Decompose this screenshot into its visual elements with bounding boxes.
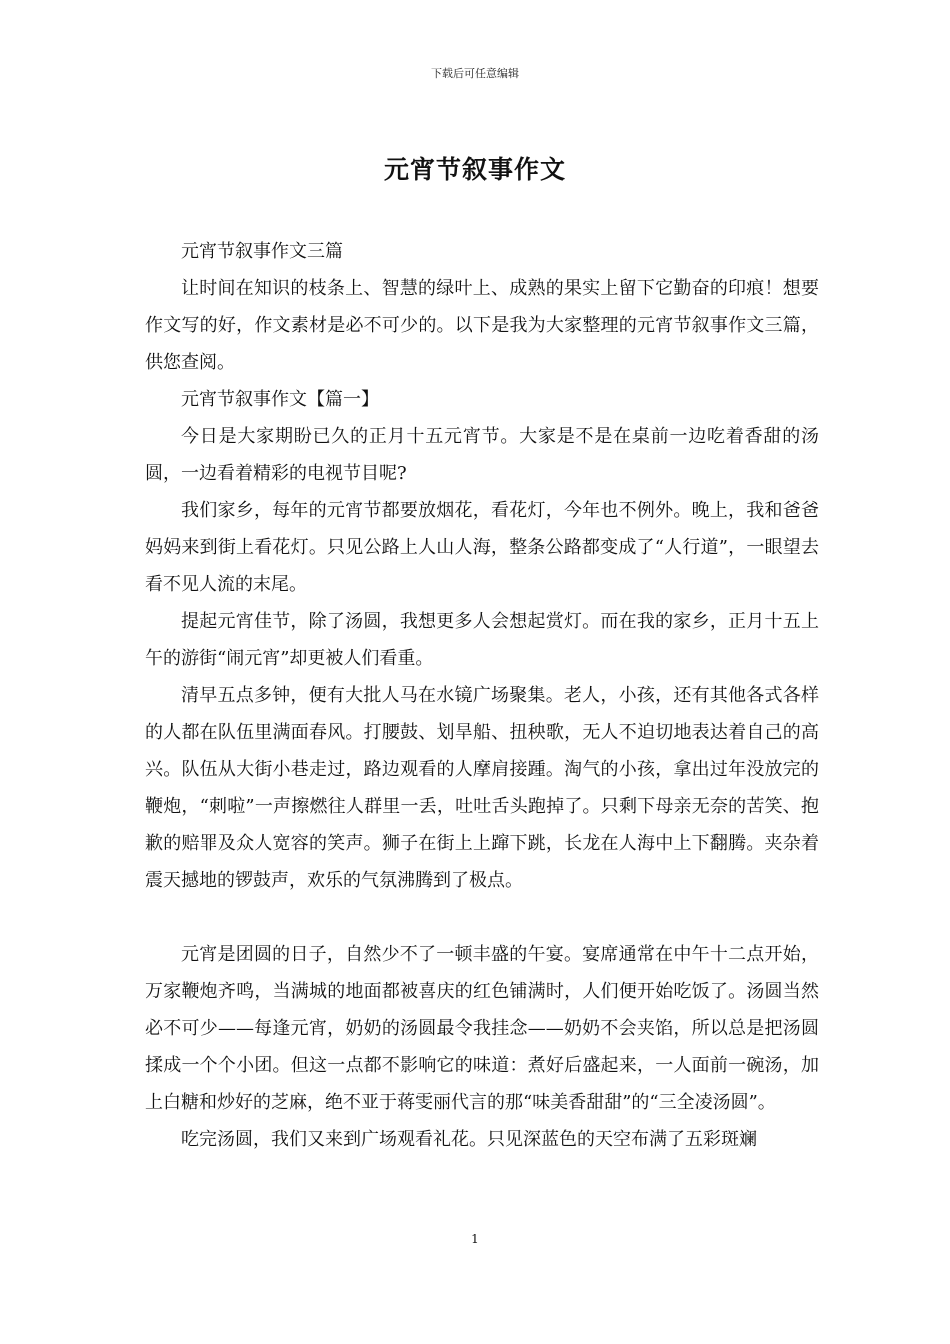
paragraph-intro: 让时间在知识的枝条上、智慧的绿叶上、成熟的果实上留下它勤奋的印痕！想要作文写的好，作文素材是必不可少的。以下是我为大家整理的元宵节叙事作文三篇，供您查阅。 bbox=[145, 278, 819, 373]
paragraph: 我们家乡，每年的元宵节都要放烟花，看花灯，今年也不例外。晚上，我和爸爸妈妈来到街上看花灯。只见公路上人山人海，整条公路都变成了“人行道”，一眼望去看不见人流的末尾。 bbox=[145, 500, 819, 595]
paragraph: 清早五点多钟，便有大批人马在水镜广场聚集。老人，小孩，还有其他各式各样的人都在队伍里满面春风。打腰鼓、划旱船、扭秧歌，无人不迫切地表达着自己的高兴。队伍从大街小巷走过，路边观看的人摩肩接踵。淘气的小孩，拿出过年没放完的鞭炮，“刺啦”一声擦燃往人群里一丢，吐吐舌头跑掉了。只剩下母亲无奈的苦笑、抱歉的赔罪及众人宽容的笑声。狮子在街上上蹿下跳，长龙在人海中上下翻腾。夹杂着震天撼地的锣鼓声，欢乐的气氛沸腾到了极点。 bbox=[145, 685, 819, 891]
page-header-note: 下载后可任意编辑 bbox=[431, 67, 519, 80]
paragraph-section-heading: 元宵节叙事作文【篇一】 bbox=[181, 389, 379, 410]
paragraph: 今日是大家期盼已久的正月十五元宵节。大家是不是在桌前一边吃着香甜的汤圆，一边看着精彩的电视节目呢? bbox=[145, 426, 819, 484]
paragraph: 吃完汤圆，我们又来到广场观看礼花。只见深蓝色的天空布满了五彩斑斓 bbox=[181, 1129, 757, 1150]
page-number: 1 bbox=[471, 1232, 479, 1246]
paragraph: 提起元宵佳节，除了汤圆，我想更多人会想起赏灯。而在我的家乡，正月十五上午的游街“闹元宵”却更被人们看重。 bbox=[145, 611, 819, 669]
paragraph: 元宵是团圆的日子，自然少不了一顿丰盛的午宴。宴席通常在中午十二点开始，万家鞭炮齐鸣，当满城的地面都被喜庆的红色铺满时，人们便开始吃饭了。汤圆当然必不可少——每逢元宵，奶奶的汤圆最令我挂念——奶奶不会夹馅，所以总是把汤圆揉成一个个小团。但这一点都不影响它的味道：煮好后盛起来，一人面前一碗汤，加上白糖和炒好的芝麻，绝不亚于蒋雯丽代言的那“味美香甜甜”的“三全凌汤圆”。 bbox=[145, 944, 819, 1113]
document-title: 元宵节叙事作文 bbox=[383, 155, 566, 184]
paragraph-subtitle: 元宵节叙事作文三篇 bbox=[181, 241, 343, 262]
document-body bbox=[145, 233, 819, 1158]
